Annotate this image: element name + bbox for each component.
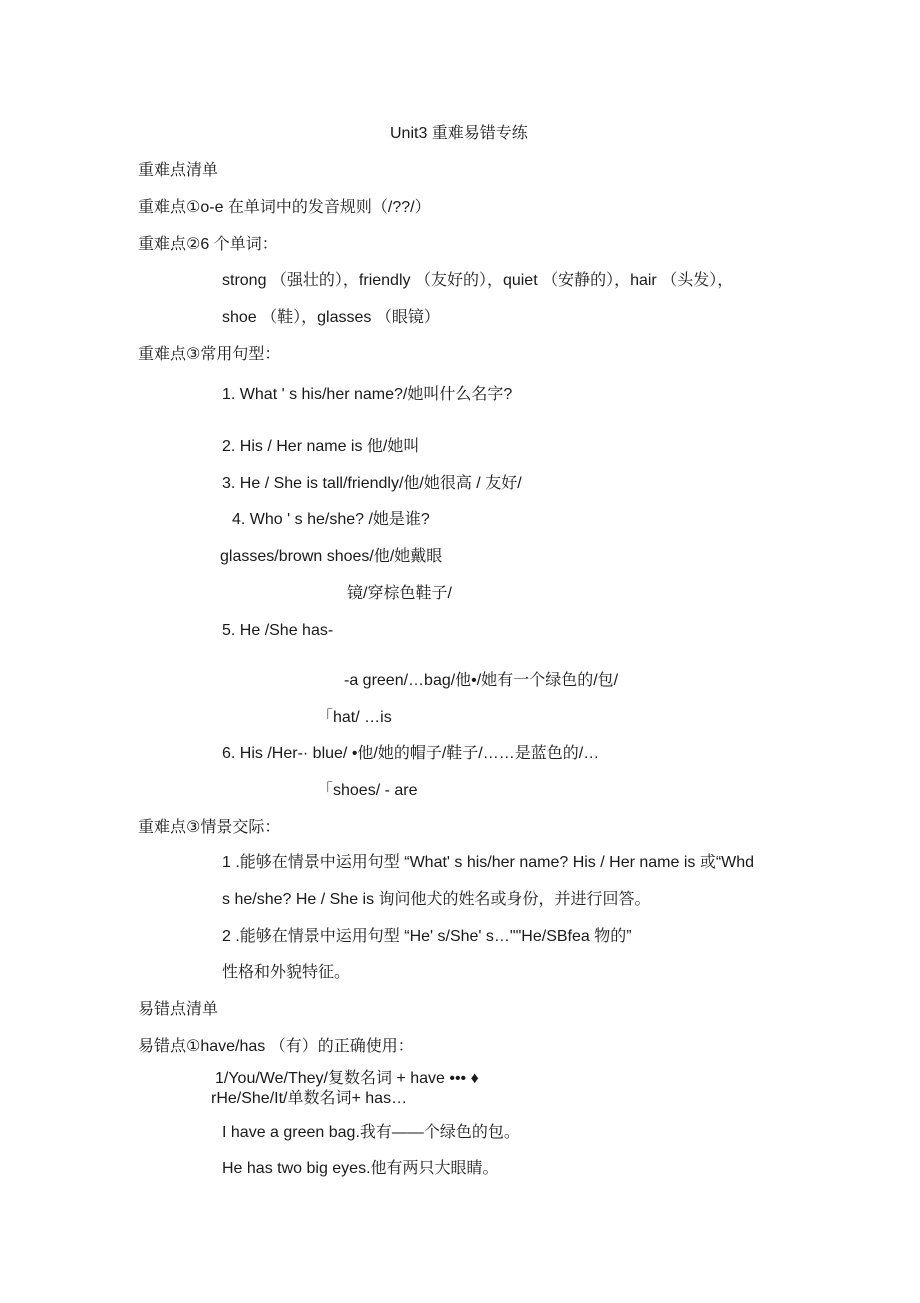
- communication-item-2-line-2: 性格和外貌特征。: [222, 964, 351, 981]
- key-point-4: 重难点③情景交际：: [138, 819, 281, 836]
- example-sentence-2: He has two big eyes.他有两只大眼睛。: [222, 1160, 499, 1177]
- page-title: Unit3 重难易错专练: [390, 125, 528, 142]
- sentence-pattern-3: 3. He / She is tall/friendly/他/她很高 / 友好/: [222, 475, 522, 492]
- sentence-pattern-4-line-2: glasses/brown shoes/他/她戴眼: [220, 548, 443, 565]
- communication-item-1-line-2: s he/she? He / She is 询问他犬的姓名或身份，并进行回答。: [222, 891, 651, 908]
- section-heading-error-points: 易错点清单: [138, 1001, 219, 1018]
- error-rule-line-1: 1/You/We/They/复数名词 + have ••• ♦: [215, 1070, 479, 1087]
- sentence-pattern-6-line-2: 「shoes/ - are: [317, 782, 418, 799]
- communication-item-2: 2 .能够在情景中运用句型 “He' s/She' s…""He/SBfea 物的”: [222, 928, 632, 945]
- vocabulary-line-2: shoe （鞋），glasses （眼镜）: [222, 309, 440, 326]
- communication-item-1: 1 .能够在情景中运用句型 “What' s his/her name? His / Her name is 或“Whd: [222, 854, 755, 871]
- section-heading-key-points: 重难点清单: [138, 162, 219, 179]
- sentence-pattern-5-line-3: 「hat/ …is: [317, 709, 392, 726]
- key-point-3: 重难点③常用句型：: [138, 346, 281, 363]
- sentence-pattern-6: 6. His /Her-· blue/ •他/她的帽子/鞋子/……是蓝色的/…: [222, 745, 600, 762]
- vocabulary-line-1: strong （强壮的），friendly （友好的），quiet （安静的），hair （头发），: [222, 272, 734, 289]
- key-point-2: 重难点②6 个单词：: [138, 236, 278, 253]
- sentence-pattern-4-line-3: 镜/穿棕色鞋子/: [347, 585, 452, 602]
- key-point-1: 重难点①o-e 在单词中的发音规则（/??/）: [138, 199, 431, 216]
- sentence-pattern-5: 5. He /She has-: [222, 622, 334, 639]
- error-point-1: 易错点①have/has （有）的正确使用：: [138, 1038, 414, 1055]
- sentence-pattern-2: 2. His / Her name is 他/她叫: [222, 438, 420, 455]
- sentence-pattern-4: 4. Who ' s he/she? /她是谁?: [232, 511, 430, 528]
- sentence-pattern-1: 1. What ' s his/her name?/她叫什么名字?: [222, 386, 513, 403]
- example-sentence-1: I have a green bag.我有——个绿色的包。: [222, 1124, 520, 1141]
- sentence-pattern-5-line-2: -a green/…bag/他•/她有一个绿色的/包/: [344, 672, 619, 689]
- error-rule-line-2: rHe/She/It/单数名词+ has…: [211, 1090, 408, 1107]
